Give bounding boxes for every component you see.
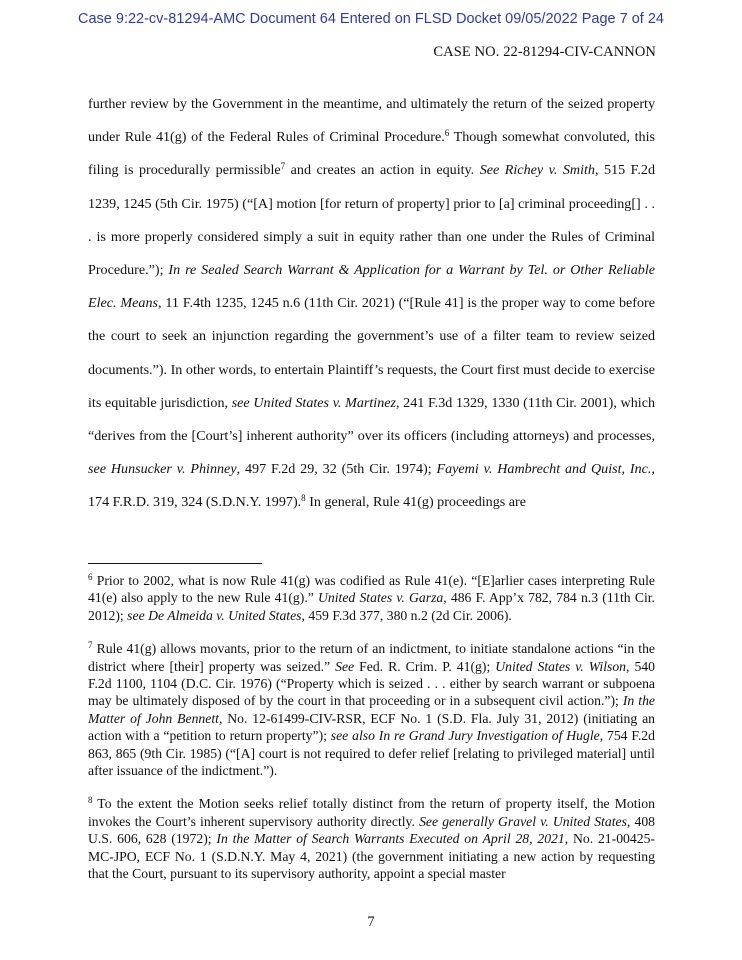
text-run: , 174 F.R.D. 319, 324 (S.D.N.Y. 1997).	[88, 461, 655, 511]
citation: See Richey v. Smith	[479, 162, 595, 179]
text-run: , 408 U.S. 606, 628 (1972);	[88, 813, 656, 847]
text-run: Though somewhat convoluted, this filing is procedurally permissible	[88, 129, 655, 179]
text-run: , 540 F.2d 1100, 1104 (D.C. Cir. 1976) (“Property which is seized . . . either by search warrant or subpoena may be ultimately disposed of by the court in that proceeding or in a subsequent civil action.”);	[88, 658, 655, 709]
footnote-ref: 7	[280, 161, 286, 172]
footnote-8	[88, 795, 655, 882]
citation: See generally Gravel v. United States	[419, 813, 627, 829]
text-run: and creates an action in equity.	[285, 162, 480, 179]
footnote-ref: 6	[444, 128, 450, 139]
footnote-ref: 8	[301, 493, 306, 504]
citation: see Hunsucker v. Phinney	[88, 461, 237, 478]
page-number: 7	[367, 914, 375, 930]
citation: United States v. Garza	[318, 590, 444, 606]
text-run: Fed. R. Crim. P. 41(g);	[354, 658, 496, 674]
text-run: Rule 41(g) allows movants, prior to the return of an indictment, to initiate standalone actions “in the district where [their] property was seized.”	[88, 641, 655, 674]
text-run: further review by the Government in the meantime, and ultimately the return of the seized property under Rule 41(g) of the Federal Rules of Criminal Procedure.	[88, 96, 655, 146]
text-run: , 754 F.2d 863, 865 (9th Cir. 1985) (“[A] court is not required to defer relief [relating to privileged material] until after issuance of the indictment.”).	[88, 728, 655, 779]
text-run: Prior to 2002, what is now Rule 41(g) was codified as Rule 41(e). “[E]arlier cases interpreting Rule 41(e) also apply to the new Rule 41(g).”	[88, 573, 655, 606]
text-run: , 241 F.3d 1329, 1330 (11th Cir. 2001), which “derives from the [Court’s] inherent authority” over its officers (including attorneys) and processes,	[88, 394, 655, 445]
citation: see De Almeida v. United States	[127, 607, 302, 623]
citation: In the Matter of John Bennett	[88, 693, 655, 726]
text-run: , 11 F.4th 1235, 1245 n.6 (11th Cir. 2021) (“[Rule 41] is the proper way to come before the court to seek an injunction regarding the government’s use of a filter team to review seized documents.”). In other words, to entertain Plaintiff’s requests, the Court first must decide to exercise its equitable jurisdiction,	[88, 295, 655, 411]
footnotes	[88, 572, 655, 899]
citation: In the Matter of Search Warrants Executed on April 28, 2021	[216, 831, 565, 847]
ecf-docket-header: Case 9:22-cv-81294-AMC Document 64 Entered on FLSD Docket 09/05/2022 Page 7 of 24	[78, 11, 664, 27]
footnote-number: 7	[88, 640, 93, 651]
citation: see United States v. Martinez	[231, 394, 396, 411]
body-paragraph	[88, 88, 655, 520]
case-number: CASE NO. 22-81294-CIV-CANNON	[433, 44, 656, 60]
footnote-number: 6	[88, 572, 93, 582]
text-run: To the extent the Motion seeks relief totally distinct from the return of property itself, the Motion invokes the Court’s inherent supervisory authority directly.	[88, 796, 655, 829]
citation: Fayemi v. Hambrecht and Quist, Inc.	[436, 461, 652, 478]
body-text	[88, 88, 655, 520]
text-run: , 497 F.2d 29, 32 (5th Cir. 1974);	[236, 461, 437, 478]
footnote-number: 8	[88, 795, 93, 806]
text-run: , 459 F.3d 377, 380 n.2 (2d Cir. 2006).	[301, 607, 512, 623]
text-run: , No. 12-61499-CIV-RSR, ECF No. 1 (S.D. Fla. July 31, 2012) (initiating an action with a “petition to return property”);	[88, 710, 655, 744]
text-run: , 515 F.2d 1239, 1245 (5th Cir. 1975) (“[A] motion [for return of property] prior to [a] criminal proceeding[] . . . is more properly considered simply a suit in equity rather than one under the Rules of Criminal Procedure.”);	[88, 162, 655, 279]
citation: United States v. Wilson	[495, 658, 627, 674]
citation: See	[335, 658, 355, 674]
text-run: , 486 F. App’x 782, 784 n.3 (11th Cir. 2012);	[88, 590, 655, 623]
footnote-divider	[88, 563, 262, 564]
text-run: , No. 21-00425-MC-JPO, ECF No. 1 (S.D.N.Y. May 4, 2021) (the government initiating a new action by requesting that the Court, pursuant to its supervisory authority, appoint a special master	[88, 831, 655, 882]
footnote-6	[88, 572, 655, 624]
citation: In re Sealed Search Warrant & Application for a Warrant by Tel. or Other Reliable Elec. Means	[88, 262, 655, 312]
citation: see also In re Grand Jury Investigation of Hugle	[330, 728, 600, 744]
footnote-7	[88, 640, 655, 779]
text-run: In general, Rule 41(g) proceedings are	[305, 494, 526, 511]
